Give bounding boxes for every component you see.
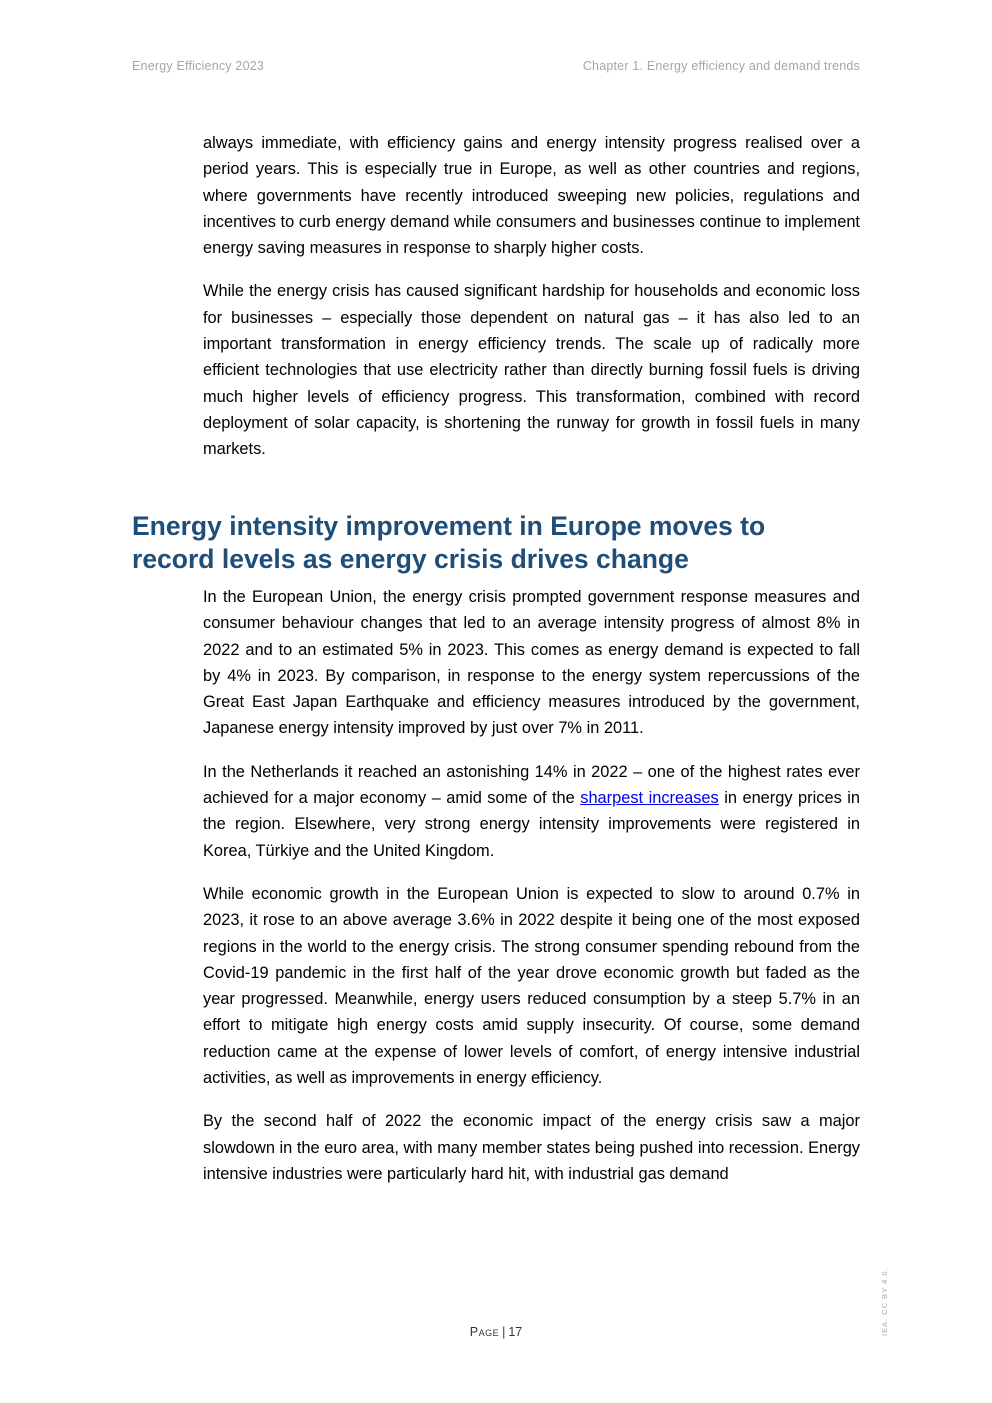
- paragraph: By the second half of 2022 the economic impact of the energy crisis saw a major slowdown in the euro area, with many member states being pushed into recession. Energy intensive industries were particularly hard hit, with industrial gas demand: [203, 1112, 860, 1183]
- paragraph-with-link: [203, 759, 860, 864]
- paragraph-text: in energy prices in the region. Elsewhere, very strong energy intensity improvements were registered in Korea, Türkiye and the United Kingdom.: [203, 789, 860, 860]
- section-body: [203, 584, 860, 1204]
- license-notice: IEA. CC BY 4.0.: [880, 1267, 889, 1336]
- document-title: Energy Efficiency 2023: [132, 59, 265, 73]
- paragraph: In the European Union, the energy crisis prompted government response measures and consumer behaviour changes that led to an average intensity progress of almost 8% in 2022 and to an estimated 5% in 2023. This comes as energy demand is expected to fall by 4% in 2023. By comparison, in response to the energy system repercussions of the Great East Japan Earthquake and efficiency measures introduced by the government, Japanese energy intensity improved by just over 7% in 2011.: [203, 588, 860, 738]
- intro-text: [203, 130, 860, 480]
- chapter-title: Chapter 1. Energy efficiency and demand trends: [582, 59, 860, 73]
- page-number: 17: [508, 1325, 523, 1339]
- page-footer: [0, 1325, 992, 1339]
- section-heading: Energy intensity improvement in Europe moves to record levels as energy crisis drives change: [132, 511, 766, 574]
- paragraph: While the energy crisis has caused significant hardship for households and economic loss for businesses – especially those dependent on natural gas – it has also led to an important transformation in energy efficiency trends. The scale up of radically more efficient technologies that use electricity rather than directly burning fossil fuels is driving much higher levels of efficiency progress. This transformation, combined with record deployment of solar capacity, is shortening the runway for growth in fossil fuels in many markets.: [203, 282, 860, 459]
- paragraph: While economic growth in the European Union is expected to slow to around 0.7% in 2023, it rose to an above average 3.6% in 2022 despite it being one of the most exposed regions in the world to the energy crisis. The strong consumer spending rebound from the Covid-19 pandemic in the first half of the year drove economic growth but faded as the year progressed. Meanwhile, energy users reduced consumption by a steep 5.7% in an effort to mitigate high energy costs amid supply insecurity. Of course, some demand reduction came at the expense of lower levels of comfort, of energy intensive industrial activities, as well as improvements in energy efficiency.: [203, 884, 860, 1088]
- page-separator: |: [502, 1325, 506, 1339]
- running-header: [132, 59, 860, 75]
- paragraph-text: In the Netherlands it reached an astonishing 14% in 2022 – one of the highest rates ever achieved for a major economy – amid some of the: [203, 762, 860, 808]
- sharpest-increases-link[interactable]: sharpest increases: [580, 789, 719, 808]
- page-label: Page: [469, 1325, 500, 1339]
- paragraph: always immediate, with efficiency gains and energy intensity progress realised over a period years. This is especially true in Europe, as well as other countries and regions, where governments have recently introduced sweeping new policies, regulations and incentives to curb energy demand while consumers and businesses continue to implement energy saving measures in response to sharply higher costs.: [203, 134, 860, 258]
